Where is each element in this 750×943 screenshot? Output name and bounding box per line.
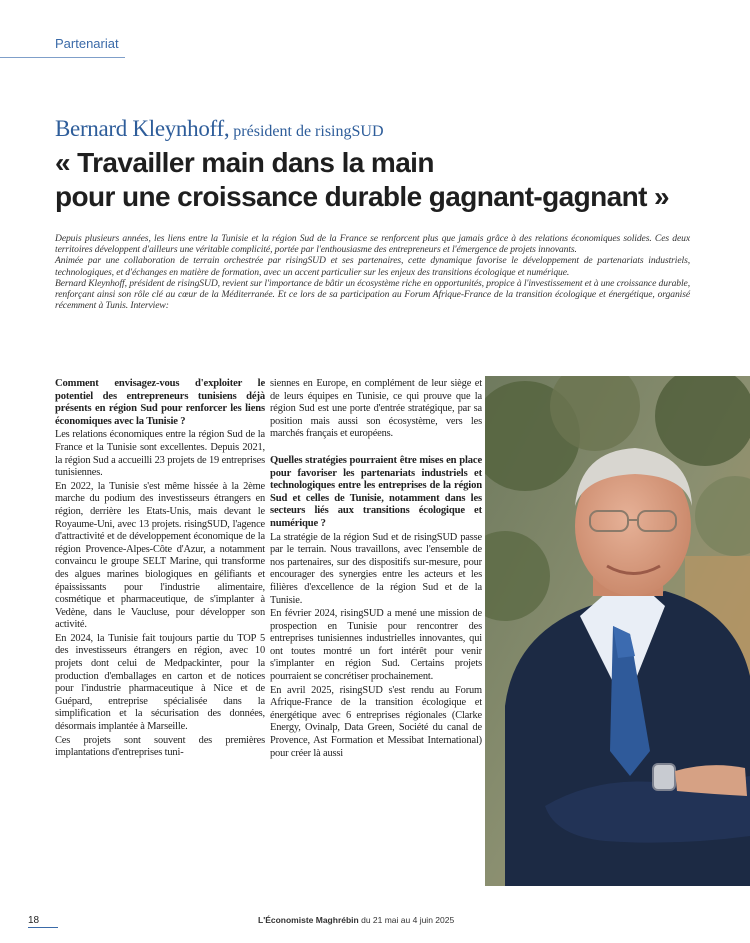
answer-paragraph: Ces projets sont souvent des premières implantations d'entreprises tuni- (55, 734, 265, 759)
interview-question: Comment envisagez-vous d'exploiter le potentiel des entrepreneurs tunisiens déjà présents en région Sud pour renforcer les liens économiques avec la Tunisie ? (55, 378, 265, 427)
interviewee-role: président de risingSUD (229, 123, 384, 140)
title-line-1: « Travailler main dans la main (55, 147, 434, 178)
answer-paragraph: En 2022, la Tunisie s'est même hissée à la 2ème marche du podium des investisseurs étrangers en région, derrière les Etats-Unis, mais devant le Royaume-Uni, avec 13 projets. risingSUD, l'agence d'attractivité et de développement économique de la région Provence-Alpes-Côte d'Azur, a notamment convaincu le groupe SELT Marine, qui transforme des algues marines biologiques en gélifiants et épaississants pour l'industrie alimentaire, cosmétique et pharmaceutique, de s'implanter à Vedène, dans le Vaucluse, pour développer son activité. (55, 480, 265, 631)
footer-divider (28, 927, 58, 928)
intro-paragraph: Animée par une collaboration de terrain orchestrée par risingSUD et ses partenaires, cette dynamique favorise le développement de partenariats industriels, technologiques, et d'échanges en matière de formation, avec un accent particulier sur les enjeux des transitions écologique et numérique. (55, 255, 690, 278)
page-number: 18 (28, 915, 40, 926)
column-1 (55, 378, 265, 761)
interview-question: Quelles stratégies pourraient être mises en place pour favoriser les partenariats industriels et technologiques entre les entreprises de la région Sud et celles de Tunisie, notamment dans les secteurs liés aux transitions écologique et numérique ? (270, 454, 482, 529)
intro-paragraph: Bernard Kleynhoff, président de risingSUD, revient sur l'importance de bâtir un écosystème riche en opportunités, propice à l'investissement et à une croissance durable, renforçant ainsi son rôle clé au cœur de la Méditerranée. Et ce lors de sa participation au Forum Afrique-France de la transition écologique et énergétique, organisé récemment à Tunis. Interview: (55, 277, 690, 312)
magazine-footer (258, 915, 454, 925)
interviewee-photo (485, 376, 750, 886)
section-label: Partenariat (55, 36, 119, 51)
column-2 (270, 378, 482, 761)
answer-paragraph: En avril 2025, risingSUD s'est rendu au Forum Afrique-France de la transition écologique et énergétique avec 6 entreprises régionales (Clarke Energy, Ovinalp, Data Green, Société du canal de Provence, Ast Formation et Messibat International) pour créer là aussi (270, 684, 482, 759)
answer-paragraph: siennes en Europe, en complément de leur siège et de leurs équipes en Tunisie, ce qui prouve que la région Sud est une porte d'entrée stratégique, par sa position mais aussi son écosystème, vers les marchés français et européens. (270, 378, 482, 440)
section-divider (0, 57, 125, 58)
answer-paragraph: La stratégie de la région Sud et de risingSUD passe par le terrain. Nous travaillons, avec l'ensemble de nos partenaires, sur des dispositifs sur-mesure, pour encourager des synergies entre les acteurs et les filières d'excellence de la région Sud et de la Tunisie. (270, 531, 482, 606)
magazine-name: L'Économiste Maghrébin (258, 915, 359, 925)
article-title (55, 146, 735, 214)
issue-dates: du 21 mai au 4 juin 2025 (358, 915, 455, 925)
title-line-2: pour une croissance durable gagnant-gagnant » (55, 181, 669, 212)
head (575, 448, 692, 596)
article-intro (55, 233, 690, 311)
portrait-illustration (485, 376, 750, 886)
answer-paragraph: En février 2024, risingSUD a mené une mission de prospection en Tunisie pour rencontrer des entreprises tunisiennes industrielles innovantes, qui ont toutes montré un fort intérêt pour venir s'implanter en région Sud. Certains projets pourraient se concrétiser prochainement. (270, 608, 482, 683)
interviewee-kicker (55, 116, 384, 142)
intro-paragraph: Depuis plusieurs années, les liens entre la Tunisie et la région Sud de la France se renforcent plus que jamais grâce à des relations économiques solides. Ces deux territoires développent d'ailleurs une véritable complicité, portée par l'enthousiasme des entrepreneurs et l'émergence de projets innovants. (55, 233, 690, 256)
interviewee-name: Bernard Kleynhoff, (55, 116, 230, 141)
answer-paragraph: En 2024, la Tunisie fait toujours partie du TOP 5 des investisseurs étrangers en région, avec 10 projets dont celui de Medpackinter, pour la production d'emballages en carton et de notices pour l'industrie pharmaceutique à Nice et de Guépard, entreprise spécialisée dans la simplification et la sécurisation des données, désormais implantée à Marseille. (55, 632, 265, 733)
answer-paragraph: Les relations économiques entre la région Sud de la France et la Tunisie sont excellentes. Depuis 2021, la région Sud a accueilli 23 projets de 19 entreprises tunisiennes. (55, 429, 265, 479)
